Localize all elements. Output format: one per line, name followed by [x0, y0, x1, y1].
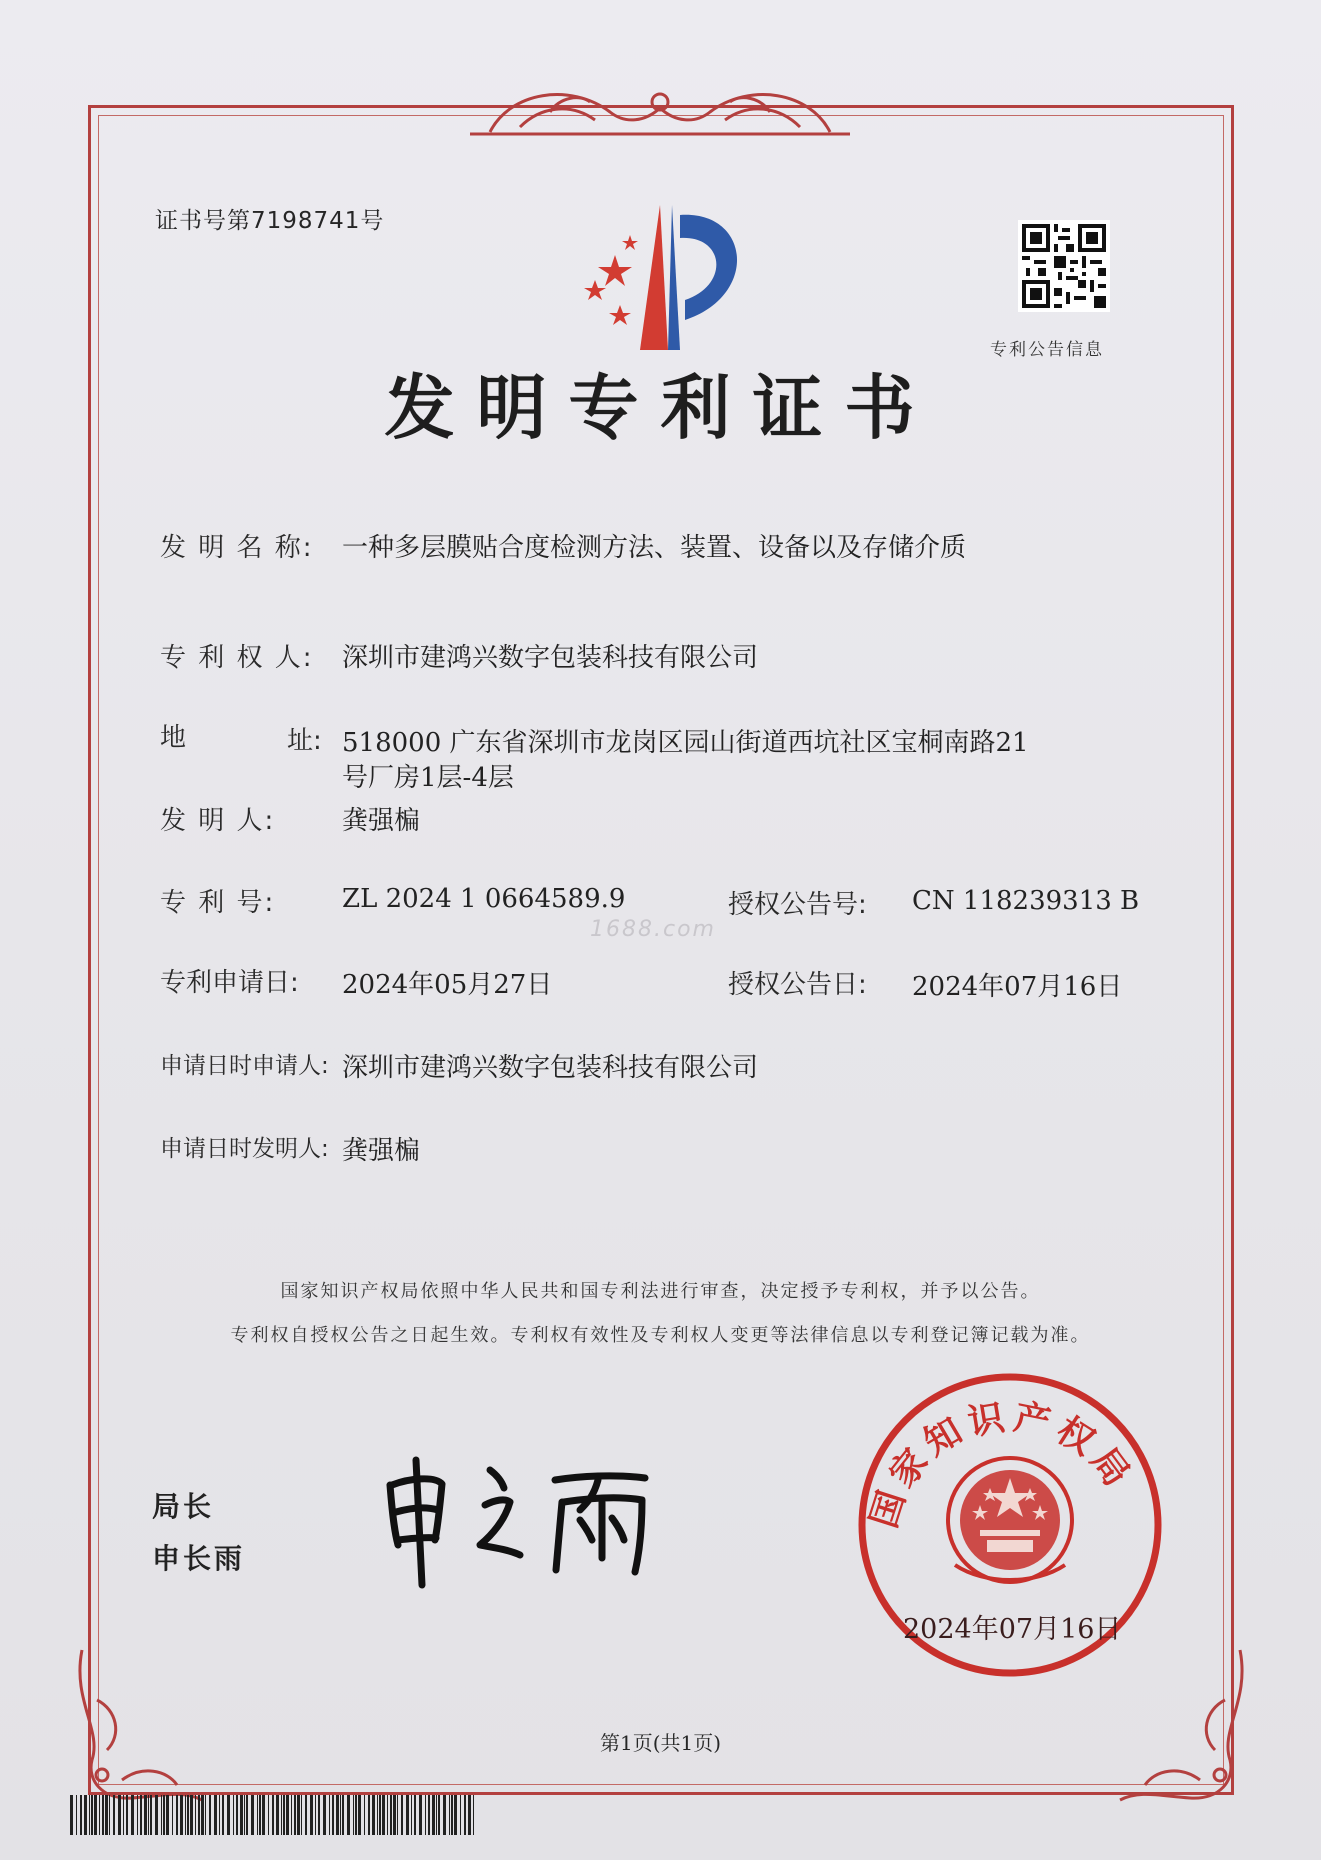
- barcode-bar: [222, 1795, 224, 1835]
- certificate-number: 证书号第7198741号: [155, 208, 385, 234]
- barcode-bar: [246, 1795, 248, 1835]
- barcode-bar: [91, 1795, 93, 1835]
- barcode-bar: [281, 1795, 282, 1835]
- address-label-1: 地: [160, 723, 187, 753]
- barcode-bar: [205, 1795, 206, 1835]
- barcode-bar: [148, 1795, 149, 1835]
- barcode-bar: [227, 1795, 230, 1835]
- barcode-bar: [105, 1795, 108, 1835]
- barcode-bar: [419, 1795, 422, 1835]
- barcode-bar: [425, 1795, 426, 1835]
- barcode-bar: [161, 1795, 162, 1835]
- barcode-bar: [113, 1795, 115, 1835]
- applicant-at-filing-label: 申请日时申请人:: [160, 1053, 329, 1079]
- barcode-bar: [347, 1795, 350, 1835]
- barcode-bar: [140, 1795, 142, 1835]
- barcode-bar: [379, 1795, 381, 1835]
- barcode-bar: [451, 1795, 453, 1835]
- patentee-label: 专 利 权 人:: [160, 643, 314, 673]
- address-line-1: 518000 广东省深圳市龙岗区园山街道西坑社区宝桐南路21: [342, 728, 1029, 758]
- seal-text: 国家知识产权局: [862, 1395, 1142, 1533]
- grant-date-label: 授权公告日:: [728, 970, 867, 1000]
- applicant-at-filing: 深圳市建鸿兴数字包装科技有限公司: [342, 1053, 759, 1083]
- barcode-bar: [94, 1795, 97, 1835]
- barcode-bar: [382, 1795, 385, 1835]
- barcode-bar: [301, 1795, 302, 1835]
- patent-number: ZL 2024 1 0664589.9: [342, 884, 626, 914]
- barcode-bar: [70, 1795, 73, 1835]
- barcode-bar: [144, 1795, 147, 1835]
- barcode-bar: [438, 1795, 440, 1835]
- barcode-bar: [460, 1795, 461, 1835]
- barcode-bar: [236, 1795, 238, 1835]
- barcode-bar: [80, 1795, 82, 1835]
- address-line-2: 号厂房1层-4层: [342, 763, 514, 793]
- seal-date: 2024年07月16日: [903, 1614, 1122, 1645]
- filing-date-label: 专利申请日:: [160, 968, 299, 998]
- director-title: 局长: [152, 1490, 215, 1523]
- inventor-at-filing: 龚强楄: [342, 1136, 421, 1166]
- page-number: 第1页(共1页): [599, 1731, 722, 1755]
- director-name: 申长雨: [152, 1542, 246, 1575]
- barcode-bar: [401, 1795, 403, 1835]
- barcode-bar: [268, 1795, 269, 1835]
- top-ornament: [450, 72, 870, 152]
- barcode-bar: [99, 1795, 100, 1835]
- barcode-bar: [355, 1795, 357, 1835]
- patentee: 深圳市建鸿兴数字包装科技有限公司: [342, 643, 759, 673]
- barcode-bar: [297, 1795, 300, 1835]
- barcode-bar: [180, 1795, 183, 1835]
- barcode-bar: [286, 1795, 289, 1835]
- barcode-bar: [387, 1795, 388, 1835]
- barcode-bar: [428, 1795, 430, 1835]
- barcode-bar: [364, 1795, 365, 1835]
- barcode-bar: [219, 1795, 220, 1835]
- notice-line-1: 国家知识产权局依照中华人民共和国专利法进行审查，决定授予专利权，并予以公告。: [280, 1281, 1041, 1302]
- barcode-bar: [358, 1795, 361, 1835]
- barcode-bar: [468, 1795, 471, 1835]
- barcode-bar: [318, 1795, 320, 1835]
- invention-name-label: 发 明 名 称:: [160, 533, 314, 563]
- bottom-left-ornament: [62, 1640, 212, 1810]
- barcode-bar: [291, 1795, 292, 1835]
- barcode-bar: [109, 1795, 110, 1835]
- barcode-bar: [310, 1795, 313, 1835]
- barcode-bar: [214, 1795, 217, 1835]
- barcode-bar: [131, 1795, 134, 1835]
- inventor-at-filing-label: 申请日时发明人:: [160, 1136, 329, 1162]
- filing-date: 2024年05月27日: [342, 970, 553, 1000]
- barcode-bar: [372, 1795, 375, 1835]
- barcode-bar: [195, 1795, 196, 1835]
- barcode-bar: [305, 1795, 307, 1835]
- patent-number-label: 专 利 号:: [160, 888, 276, 918]
- barcode-bar: [118, 1795, 121, 1835]
- barcode-bar: [123, 1795, 124, 1835]
- barcode-bar: [137, 1795, 138, 1835]
- barcode-bar: [190, 1795, 193, 1835]
- barcode-bar: [198, 1795, 200, 1835]
- barcode-bar: [155, 1795, 158, 1835]
- barcode-bar: [454, 1795, 457, 1835]
- inventor: 龚强楄: [342, 806, 421, 836]
- barcode-bar: [163, 1795, 165, 1835]
- barcode-bar: [397, 1795, 398, 1835]
- barcode-bar: [342, 1795, 344, 1835]
- barcode-bar: [436, 1795, 437, 1835]
- barcode-bar: [353, 1795, 354, 1835]
- barcode-bar: [166, 1795, 169, 1835]
- barcode-bar: [283, 1795, 285, 1835]
- barcode-bar: [251, 1795, 254, 1835]
- address-label-2: 址:: [287, 726, 322, 756]
- qr-code-icon[interactable]: [1018, 220, 1110, 312]
- barcode-bar: [276, 1795, 279, 1835]
- barcode-bar: [257, 1795, 258, 1835]
- barcode-bar: [240, 1795, 243, 1835]
- barcode-bar: [272, 1795, 274, 1835]
- barcode-bar: [259, 1795, 261, 1835]
- barcode-bar: [172, 1795, 173, 1835]
- barcode-bar: [315, 1795, 316, 1835]
- barcode-bar: [176, 1795, 178, 1835]
- watermark: 1688.com: [590, 917, 716, 942]
- barcode-bar: [406, 1795, 409, 1835]
- barcode-bar: [209, 1795, 211, 1835]
- barcode-bar: [464, 1795, 466, 1835]
- barcode-bar: [233, 1795, 234, 1835]
- barcode-bar: [201, 1795, 204, 1835]
- barcode-bar: [432, 1795, 435, 1835]
- cnipa-logo-icon: [560, 200, 760, 355]
- invention-name: 一种多层膜贴合度检测方法、装置、设备以及存储介质: [342, 533, 967, 563]
- barcode-bar: [411, 1795, 412, 1835]
- barcode-bar: [329, 1795, 330, 1835]
- barcode-bar: [102, 1795, 104, 1835]
- barcode-bar: [443, 1795, 446, 1835]
- barcode-bar: [449, 1795, 450, 1835]
- barcode-bar: [244, 1795, 245, 1835]
- barcode-bar: [89, 1795, 90, 1835]
- grant-pub-number-label: 授权公告号:: [728, 890, 867, 920]
- barcode-bar: [336, 1795, 339, 1835]
- barcode-bar: [76, 1795, 77, 1835]
- barcode-bar: [294, 1795, 296, 1835]
- barcode-bar: [414, 1795, 416, 1835]
- barcode-bar: [390, 1795, 392, 1835]
- barcode-bar: [150, 1795, 152, 1835]
- barcode-bar: [262, 1795, 265, 1835]
- barcode-bar: [323, 1795, 326, 1835]
- barcode-bar: [126, 1795, 128, 1835]
- barcode-bar: [473, 1795, 474, 1835]
- barcode-bar: [377, 1795, 378, 1835]
- inventor-label: 发 明 人:: [160, 806, 276, 836]
- barcode-bar: [185, 1795, 186, 1835]
- barcode-bar: [187, 1795, 189, 1835]
- barcode-icon: [70, 1795, 480, 1835]
- barcode-bar: [332, 1795, 334, 1835]
- grant-pub-number: CN 118239313 B: [912, 886, 1140, 916]
- certificate-title: 发明专利证书: [384, 366, 937, 449]
- barcode-bar: [340, 1795, 341, 1835]
- qr-caption: 专利公告信息: [990, 340, 1104, 360]
- grant-date: 2024年07月16日: [912, 972, 1123, 1002]
- barcode-bar: [393, 1795, 396, 1835]
- barcode-bar: [84, 1795, 87, 1835]
- handwritten-signature: [380, 1440, 680, 1590]
- notice-line-2: 专利权自授权公告之日起生效。专利权有效性及专利权人变更等法律信息以专利登记簿记载为准。: [230, 1325, 1091, 1346]
- barcode-bar: [368, 1795, 370, 1835]
